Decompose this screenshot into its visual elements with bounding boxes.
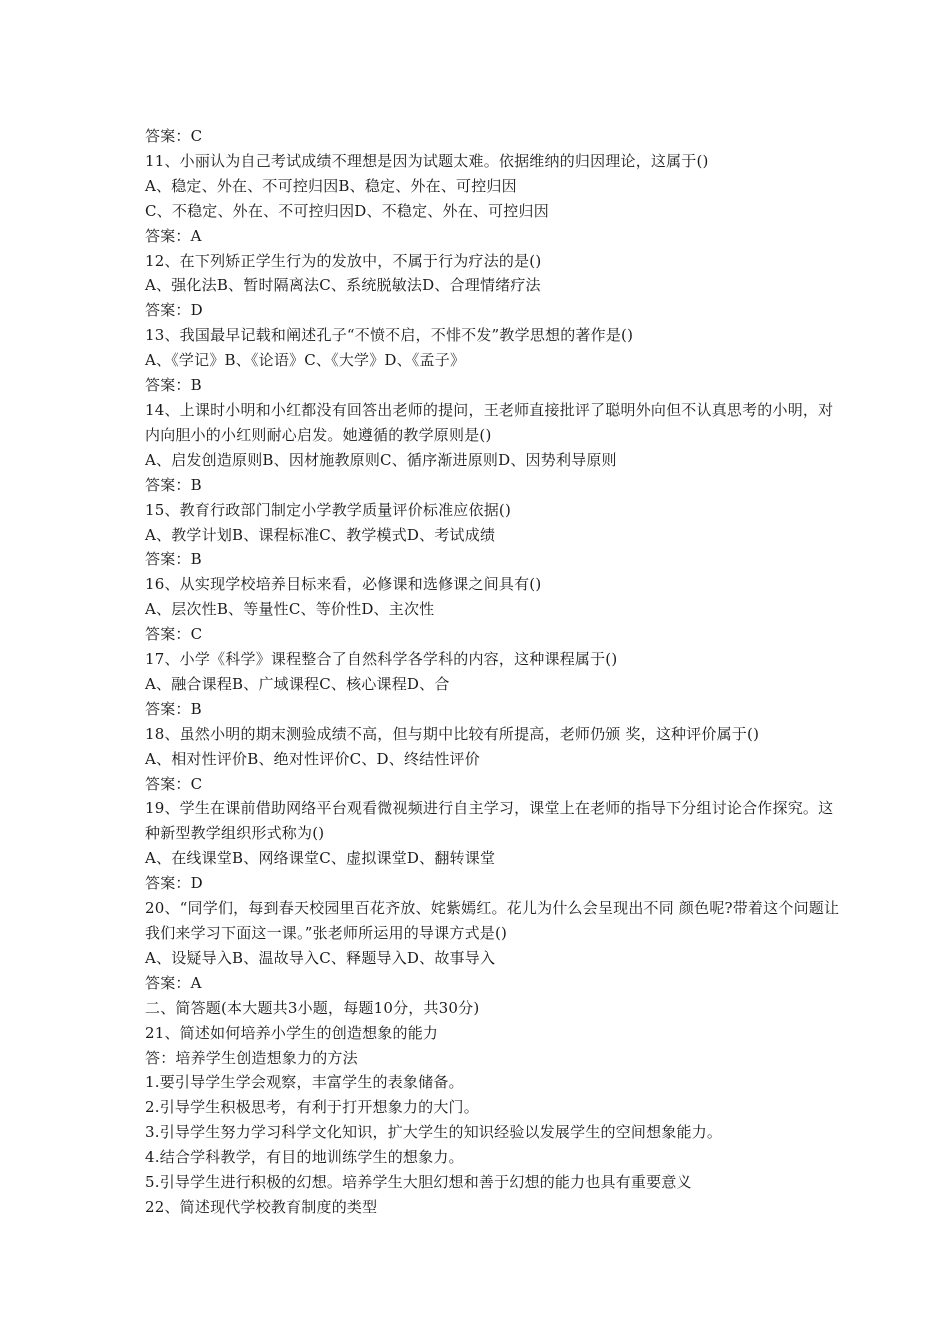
question-22: 22、简述现代学校教育制度的类型 xyxy=(145,1197,378,1216)
section-heading-short-answer: 二、简答题(本大题共3小题，每题10分，共30分) xyxy=(145,998,480,1017)
answer-18: 答案：C xyxy=(145,774,203,793)
answer-21-point-1: 1.要引导学生学会观察，丰富学生的表象储备。 xyxy=(145,1073,464,1092)
answer-17: 答案：B xyxy=(145,699,202,718)
answer-21-point-5: 5.引导学生进行积极的幻想。培养学生大胆幻想和善于幻想的能力也具有重要意义 xyxy=(145,1173,692,1192)
question-12: 12、在下列矫正学生行为的发放中，不属于行为疗法的是() xyxy=(145,251,542,270)
answer-10: 答案：C xyxy=(145,127,203,145)
question-20-options: A、设疑导入B、温故导入C、释题导入D、故事导入 xyxy=(145,948,496,967)
question-15: 15、教育行政部门制定小学教学质量评价标准应依据() xyxy=(145,500,511,519)
question-11-options-cd: C、不稳定、外在、不可控归因D、不稳定、外在、可控归因 xyxy=(145,201,549,220)
question-17-options: A、融合课程B、广域课程C、核心课程D、合 xyxy=(145,674,450,693)
answer-11: 答案：A xyxy=(145,226,202,245)
answer-16: 答案：C xyxy=(145,625,203,644)
question-11: 11、小丽认为自己考试成绩不理想是因为试题太难。依据维纳的归因理论，这属于() xyxy=(145,151,709,170)
question-19-options: A、在线课堂B、网络课堂C、虚拟课堂D、翻转课堂 xyxy=(145,849,496,868)
question-13: 13、我国最早记载和阐述孔子“不愤不启，不悱不发”教学思想的著作是() xyxy=(145,326,634,345)
answer-21-intro: 答：培养学生创造想象力的方法 xyxy=(145,1048,358,1067)
question-18-options: A、相对性评价B、绝对性评价C、D、终结性评价 xyxy=(145,749,480,768)
answer-15: 答案：B xyxy=(145,550,202,569)
answer-21-point-4: 4.结合学科教学，有目的地训练学生的想象力。 xyxy=(145,1148,464,1167)
question-12-options: A、强化法B、暂时隔离法C、系统脱敏法D、合理情绪疗法 xyxy=(145,276,541,295)
question-14-options: A、启发创造原则B、因材施教原则C、循序渐进原则D、因势利导原则 xyxy=(145,450,617,469)
answer-21-point-2: 2.引导学生积极思考，有利于打开想象力的大门。 xyxy=(145,1098,479,1117)
answer-12: 答案：D xyxy=(145,301,203,320)
answer-13: 答案：B xyxy=(145,376,202,395)
question-17: 17、小学《科学》课程整合了自然科学各学科的内容，这种课程属于() xyxy=(145,650,618,669)
question-19: 19、学生在课前借助网络平台观看微视频进行自主学习，课堂上在老师的指导下分组讨论合作探究。这种新型教学组织形式称为() xyxy=(145,799,834,843)
question-16-options: A、层次性B、等量性C、等价性D、主次性 xyxy=(145,600,435,619)
answer-14: 答案：B xyxy=(145,475,202,494)
answer-21-point-3: 3.引导学生努力学习科学文化知识，扩大学生的知识经验以发展学生的空间想象能力。 xyxy=(145,1123,723,1142)
question-13-options: A、《学记》B、《论语》C、《大学》D、《孟子》 xyxy=(145,351,466,370)
document-body xyxy=(145,124,845,1220)
answer-20: 答案：A xyxy=(145,973,202,992)
question-20: 20、“同学们，每到春天校园里百花齐放、姹紫嫣红。花儿为什么会呈现出不同 颜色呢?带着这个问题让我们来学习下面这一课。”张老师所运用的导课方式是() xyxy=(145,899,840,942)
answer-19: 答案：D xyxy=(145,874,203,893)
question-16: 16、从实现学校培养目标来看，必修课和选修课之间具有() xyxy=(145,575,542,594)
question-11-options-ab: A、稳定、外在、不可控归因B、稳定、外在、可控归因 xyxy=(145,176,517,195)
question-21: 21、简述如何培养小学生的创造想象的能力 xyxy=(145,1023,439,1042)
question-14: 14、上课时小明和小红都没有回答出老师的提问，王老师直接批评了聪明外向但不认真思考的小明，对内向胆小的小红则耐心启发。她遵循的教学原则是() xyxy=(145,400,834,444)
question-18: 18、虽然小明的期末测验成绩不高，但与期中比较有所提高，老师仍颁 奖，这种评价属于() xyxy=(145,724,760,743)
question-15-options: A、教学计划B、课程标准C、教学模式D、考试成绩 xyxy=(145,525,496,544)
